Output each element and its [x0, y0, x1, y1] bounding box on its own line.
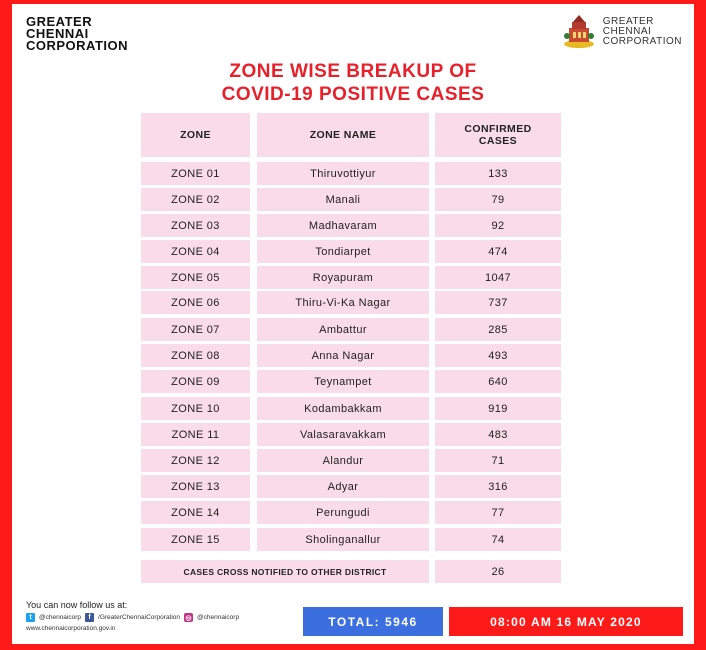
zone-name-cell: Tondiarpet — [257, 240, 429, 263]
brand-line: CHENNAI — [26, 26, 89, 41]
column-header-zone-name: ZONE NAME — [257, 113, 429, 157]
zone-name-cell: Thiruvottiyur — [257, 162, 429, 185]
column-header-zone: ZONE — [141, 113, 250, 157]
zone-cell: ZONE 04 — [141, 240, 250, 263]
corporation-seal-icon — [561, 14, 597, 50]
zone-cell: ZONE 09 — [141, 370, 250, 393]
brand-line: GREATER — [602, 16, 654, 27]
zone-cell: ZONE 02 — [141, 188, 250, 211]
confirmed-cases-cell: 493 — [435, 344, 561, 367]
zone-name-cell: Royapuram — [257, 266, 429, 289]
confirmed-cases-cell: 92 — [435, 214, 561, 237]
table-row — [141, 188, 561, 211]
zone-cell: ZONE 08 — [141, 344, 250, 367]
page-title — [12, 60, 694, 106]
zone-cell: ZONE 05 — [141, 266, 250, 289]
zone-cell: ZONE 06 — [141, 291, 250, 314]
website-link[interactable]: www.chennaicorporation.gov.in — [26, 625, 116, 632]
zone-cell: ZONE 11 — [141, 423, 250, 446]
zone-name-cell: Perungudi — [257, 501, 429, 524]
table-row — [141, 266, 561, 289]
confirmed-cases-cell: 285 — [435, 318, 561, 341]
instagram-handle[interactable]: @chennaicorp — [197, 614, 240, 621]
facebook-icon[interactable]: f — [85, 613, 94, 622]
confirmed-cases-cell: 919 — [435, 397, 561, 420]
confirmed-cases-cell: 737 — [435, 291, 561, 314]
table-row — [141, 449, 561, 472]
zone-cell: ZONE 07 — [141, 318, 250, 341]
zone-name-cell: Kodambakkam — [257, 397, 429, 420]
confirmed-cases-cell: 133 — [435, 162, 561, 185]
confirmed-cases-cell: 79 — [435, 188, 561, 211]
confirmed-cases-cell: 1047 — [435, 266, 561, 289]
table-row — [141, 423, 561, 446]
zone-cell: ZONE 03 — [141, 214, 250, 237]
confirmed-cases-cell: 640 — [435, 370, 561, 393]
confirmed-cases-cell: 77 — [435, 501, 561, 524]
table-row — [141, 318, 561, 341]
zone-name-cell: Manali — [257, 188, 429, 211]
zone-cell: ZONE 10 — [141, 397, 250, 420]
table-footer-row — [141, 560, 561, 583]
zone-name-cell: Teynampet — [257, 370, 429, 393]
social-links — [26, 613, 239, 622]
brand-line: CORPORATION — [26, 38, 129, 53]
table-row — [141, 475, 561, 498]
table-row — [141, 370, 561, 393]
date-badge: 08:00 AM 16 MAY 2020 — [449, 607, 683, 636]
facebook-handle[interactable]: /GreaterChennaiCorporation — [98, 614, 181, 621]
zone-name-cell: Adyar — [257, 475, 429, 498]
brand-logo-right — [561, 14, 682, 50]
table-row — [141, 162, 561, 185]
brand-line: CHENNAI — [602, 26, 652, 37]
total-badge: TOTAL: 5946 — [303, 607, 443, 636]
zone-cell: ZONE 13 — [141, 475, 250, 498]
table-row — [141, 397, 561, 420]
zone-cell: ZONE 12 — [141, 449, 250, 472]
table-row — [141, 501, 561, 524]
table-row — [141, 240, 561, 263]
instagram-icon[interactable]: ◎ — [185, 614, 192, 622]
brand-line: CORPORATION — [602, 36, 682, 47]
brand-text-right — [603, 17, 682, 47]
brand-line: GREATER — [26, 14, 93, 29]
brand-wordmark-left — [26, 16, 128, 52]
title-line-2: COVID-19 POSITIVE CASES — [221, 84, 485, 105]
confirmed-cases-cell: 474 — [435, 240, 561, 263]
zone-name-cell: Thiru-Vi-Ka Nagar — [257, 291, 429, 314]
zone-name-cell: Anna Nagar — [257, 344, 429, 367]
confirmed-cases-cell: 74 — [435, 528, 561, 551]
infographic-card — [12, 4, 694, 644]
follow-text: You can now follow us at: — [26, 600, 128, 610]
column-header-confirmed-cases — [435, 113, 561, 157]
table-row — [141, 291, 561, 314]
confirmed-cases-cell: 71 — [435, 449, 561, 472]
table-row — [141, 214, 561, 237]
table-header — [141, 113, 561, 157]
zone-cell: ZONE 01 — [141, 162, 250, 185]
zone-name-cell: Madhavaram — [257, 214, 429, 237]
zone-name-cell: Ambattur — [257, 318, 429, 341]
cross-notified-value: 26 — [435, 560, 561, 583]
cross-notified-label: CASES CROSS NOTIFIED TO OTHER DISTRICT — [141, 560, 429, 583]
zone-cell: ZONE 15 — [141, 528, 250, 551]
confirmed-cases-cell: 483 — [435, 423, 561, 446]
table-row — [141, 344, 561, 367]
table-row — [141, 528, 561, 551]
zone-name-cell: Sholinganallur — [257, 528, 429, 551]
twitter-icon[interactable]: t — [26, 613, 35, 622]
title-line-1: ZONE WISE BREAKUP OF — [229, 61, 477, 82]
zone-cell: ZONE 14 — [141, 501, 250, 524]
twitter-handle[interactable]: @chennaicorp — [39, 614, 82, 621]
zone-name-cell: Valasaravakkam — [257, 423, 429, 446]
zone-name-cell: Alandur — [257, 449, 429, 472]
social-follow — [26, 600, 239, 632]
confirmed-cases-cell: 316 — [435, 475, 561, 498]
column-header-text: CONFIRMED CASES — [464, 123, 532, 147]
